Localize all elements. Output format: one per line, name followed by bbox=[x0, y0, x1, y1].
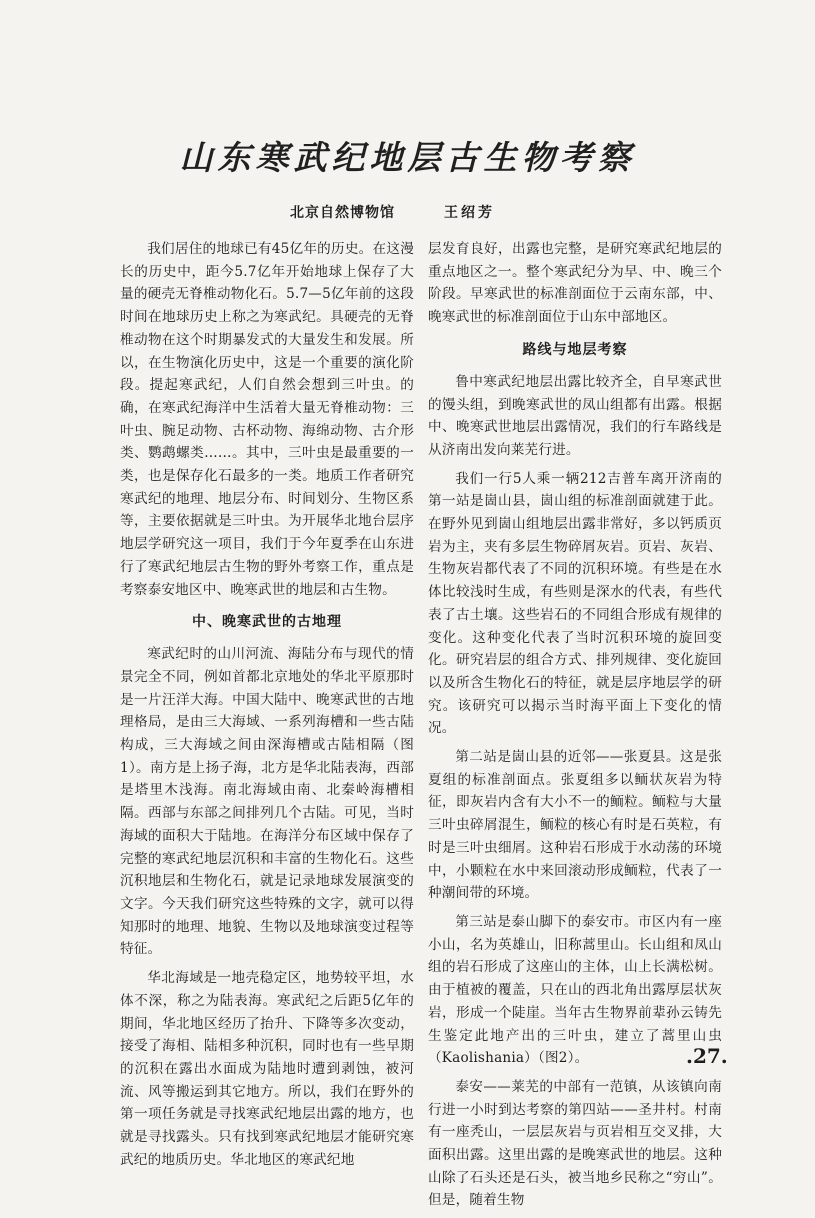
paragraph: 泰安——莱芜的中部有一范镇，从该镇向南行进一小时到达考察的第四站——圣井村。村南有一座秃山，一层层灰岩与页岩相互交叉排，大面积出露。这里出露的是晚寒武世的地层。这种山除了石头还是石头，被当地乡民称之“穷山”。但是，随着生物 bbox=[428, 1078, 722, 1209]
left-column bbox=[120, 238, 414, 1177]
section-heading: 路线与地层考察 bbox=[522, 341, 628, 358]
paragraph: 我们一行5人乘一辆212吉普车离开济南的第一站是崮山县，崮山组的标准剖面就建于此。在野外见到崮山组地层出露非常好，多以钙质页岩为主，夹有多层生物碎屑灰岩。页岩、灰岩、生物灰岩都代表了不同的沉积环境。有些是在水体比较浅时生成，有些则是深水的代表，有些代表了古土壤。这些岩石的不同组合形成有规律的变化。这种变化代表了当时沉积环境的旋回变化。研究岩层的组合方式、排列规律、变化旋回以及所含生物化石的特征，就是层序地层学的研究。该研究可以揭示当时海平面上下变化的情况。 bbox=[428, 470, 722, 737]
paragraph: 第二站是崮山县的近邻——张夏县。这是张夏组的标准剖面点。张夏组多以鲕状灰岩为特征，即灰岩内含有大小不一的鲕粒。鲕粒与大量三叶虫碎屑混生，鲕粒的核心有时是石英粒，有时是三叶虫细屑。这种岩石形成于水动荡的环境中，小颗粒在水中来回滚动形成鲕粒，代表了一种潮间带的环境。 bbox=[428, 749, 722, 902]
paragraph: 我们居住的地球已有45亿年的历史。在这漫长的历史中，距今5.7亿年开始地球上保存了大量的硬壳无脊椎动物化石。5.7—5亿年前的这段时间在地球历史上称之为寒武纪。具硬壳的无脊椎动物在这个时期暴发式的大量发生和发展。所以，在生物演化历史中，这是一个重要的演化阶段。提起寒武纪，人们自然会想到三叶虫。的确，在寒武纪海洋中生活着大量无脊椎动物：三叶虫、腕足动物、古杯动物、海绵动物、古介形类、鹦鹉螺类……。其中，三叶虫是最重要的一类，也是保存化石最多的一类。地质工作者研究寒武纪的地理、地层分布、时间划分、生物区系等，主要依据就是三叶虫。为开展华北地台层序地层学研究这一项目，我们于今年夏季在山东进行了寒武纪地层古生物的野外考察工作，重点是考察泰安地区中、晚寒武世的地层和古生物。 bbox=[120, 241, 414, 598]
paragraph: 华北海域是一地壳稳定区，地势较平坦，水体不深，称之为陆表海。寒武纪之后距5亿年的期间，华北地区经历了抬升、下降等多次变动，接受了海相、陆相多种沉积，同时也有一些早期的沉积在露出水面成为陆地时遭到剥蚀，被河流、风等搬运到其它地方。所以，我们在野外的第一项任务就是寻找寒武纪地层出露的地方，也就是寻找露头。只有找到寒武纪地层才能研究寒武纪的地质历史。华北地区的寒武纪地 bbox=[120, 970, 414, 1168]
article-title: 山东寒武纪地层古生物考察 bbox=[179, 138, 636, 177]
paragraph: 层发育良好，出露也完整，是研究寒武纪地层的重点地区之一。整个寒武纪分为早、中、晚三个阶段。早寒武世的标准剖面位于云南东部，中、晚寒武世的标准剖面位于山东中部地区。 bbox=[428, 241, 722, 326]
paragraph: 第三站是泰山脚下的泰安市。市区内有一座小山，名为英雄山，旧称蒿里山。长山组和凤山组的岩石形成了这座山的主体，山上长满松树。由于植被的覆盖，只在山的西北角出露厚层状灰岩，形成一个陡崖。当年古生物界前辈孙云铸先生鉴定此地产出的三叶虫，建立了蒿里山虫（Kaolishania）（图2）。 bbox=[428, 913, 722, 1067]
affiliation: 北京自然博物馆 bbox=[290, 205, 395, 221]
author-name: 王绍芳 bbox=[444, 205, 495, 221]
right-column bbox=[428, 238, 722, 1218]
page-number: .27. bbox=[686, 1044, 728, 1068]
paragraph: 寒武纪时的山川河流、海陆分布与现代的情景完全不同，例如首都北京地处的华北平原那时是一片汪洋大海。中国大陆中、晚寒武世的古地理格局，是由三大海域、一系列海槽和一些古陆构成，三大海域之间由深海槽或古陆相隔（图1）。南方是上扬子海，北方是华北陆表海，西部是塔里木浅海。南北海域由南、北秦岭海槽相隔。西部与东部之间排列几个古陆。可见，当时海域的面积大于陆地。在海洋分布区域中保存了完整的寒武纪地层沉积和丰富的生物化石。这些沉积地层和生物化石，就是记录地球发展演变的文字。今天我们研究这些特殊的文字，就可以得知那时的地理、地貌、生物以及地球演变过程等特征。 bbox=[120, 646, 414, 958]
section-heading: 中、晚寒武世的古地理 bbox=[192, 614, 342, 631]
paragraph: 鲁中寒武纪地层出露比较齐全，自早寒武世的馒头组，到晚寒武世的凤山组都有出露。根据中、晚寒武世地层出露情况，我们的行车路线是从济南出发向莱芜行进。 bbox=[428, 373, 722, 458]
